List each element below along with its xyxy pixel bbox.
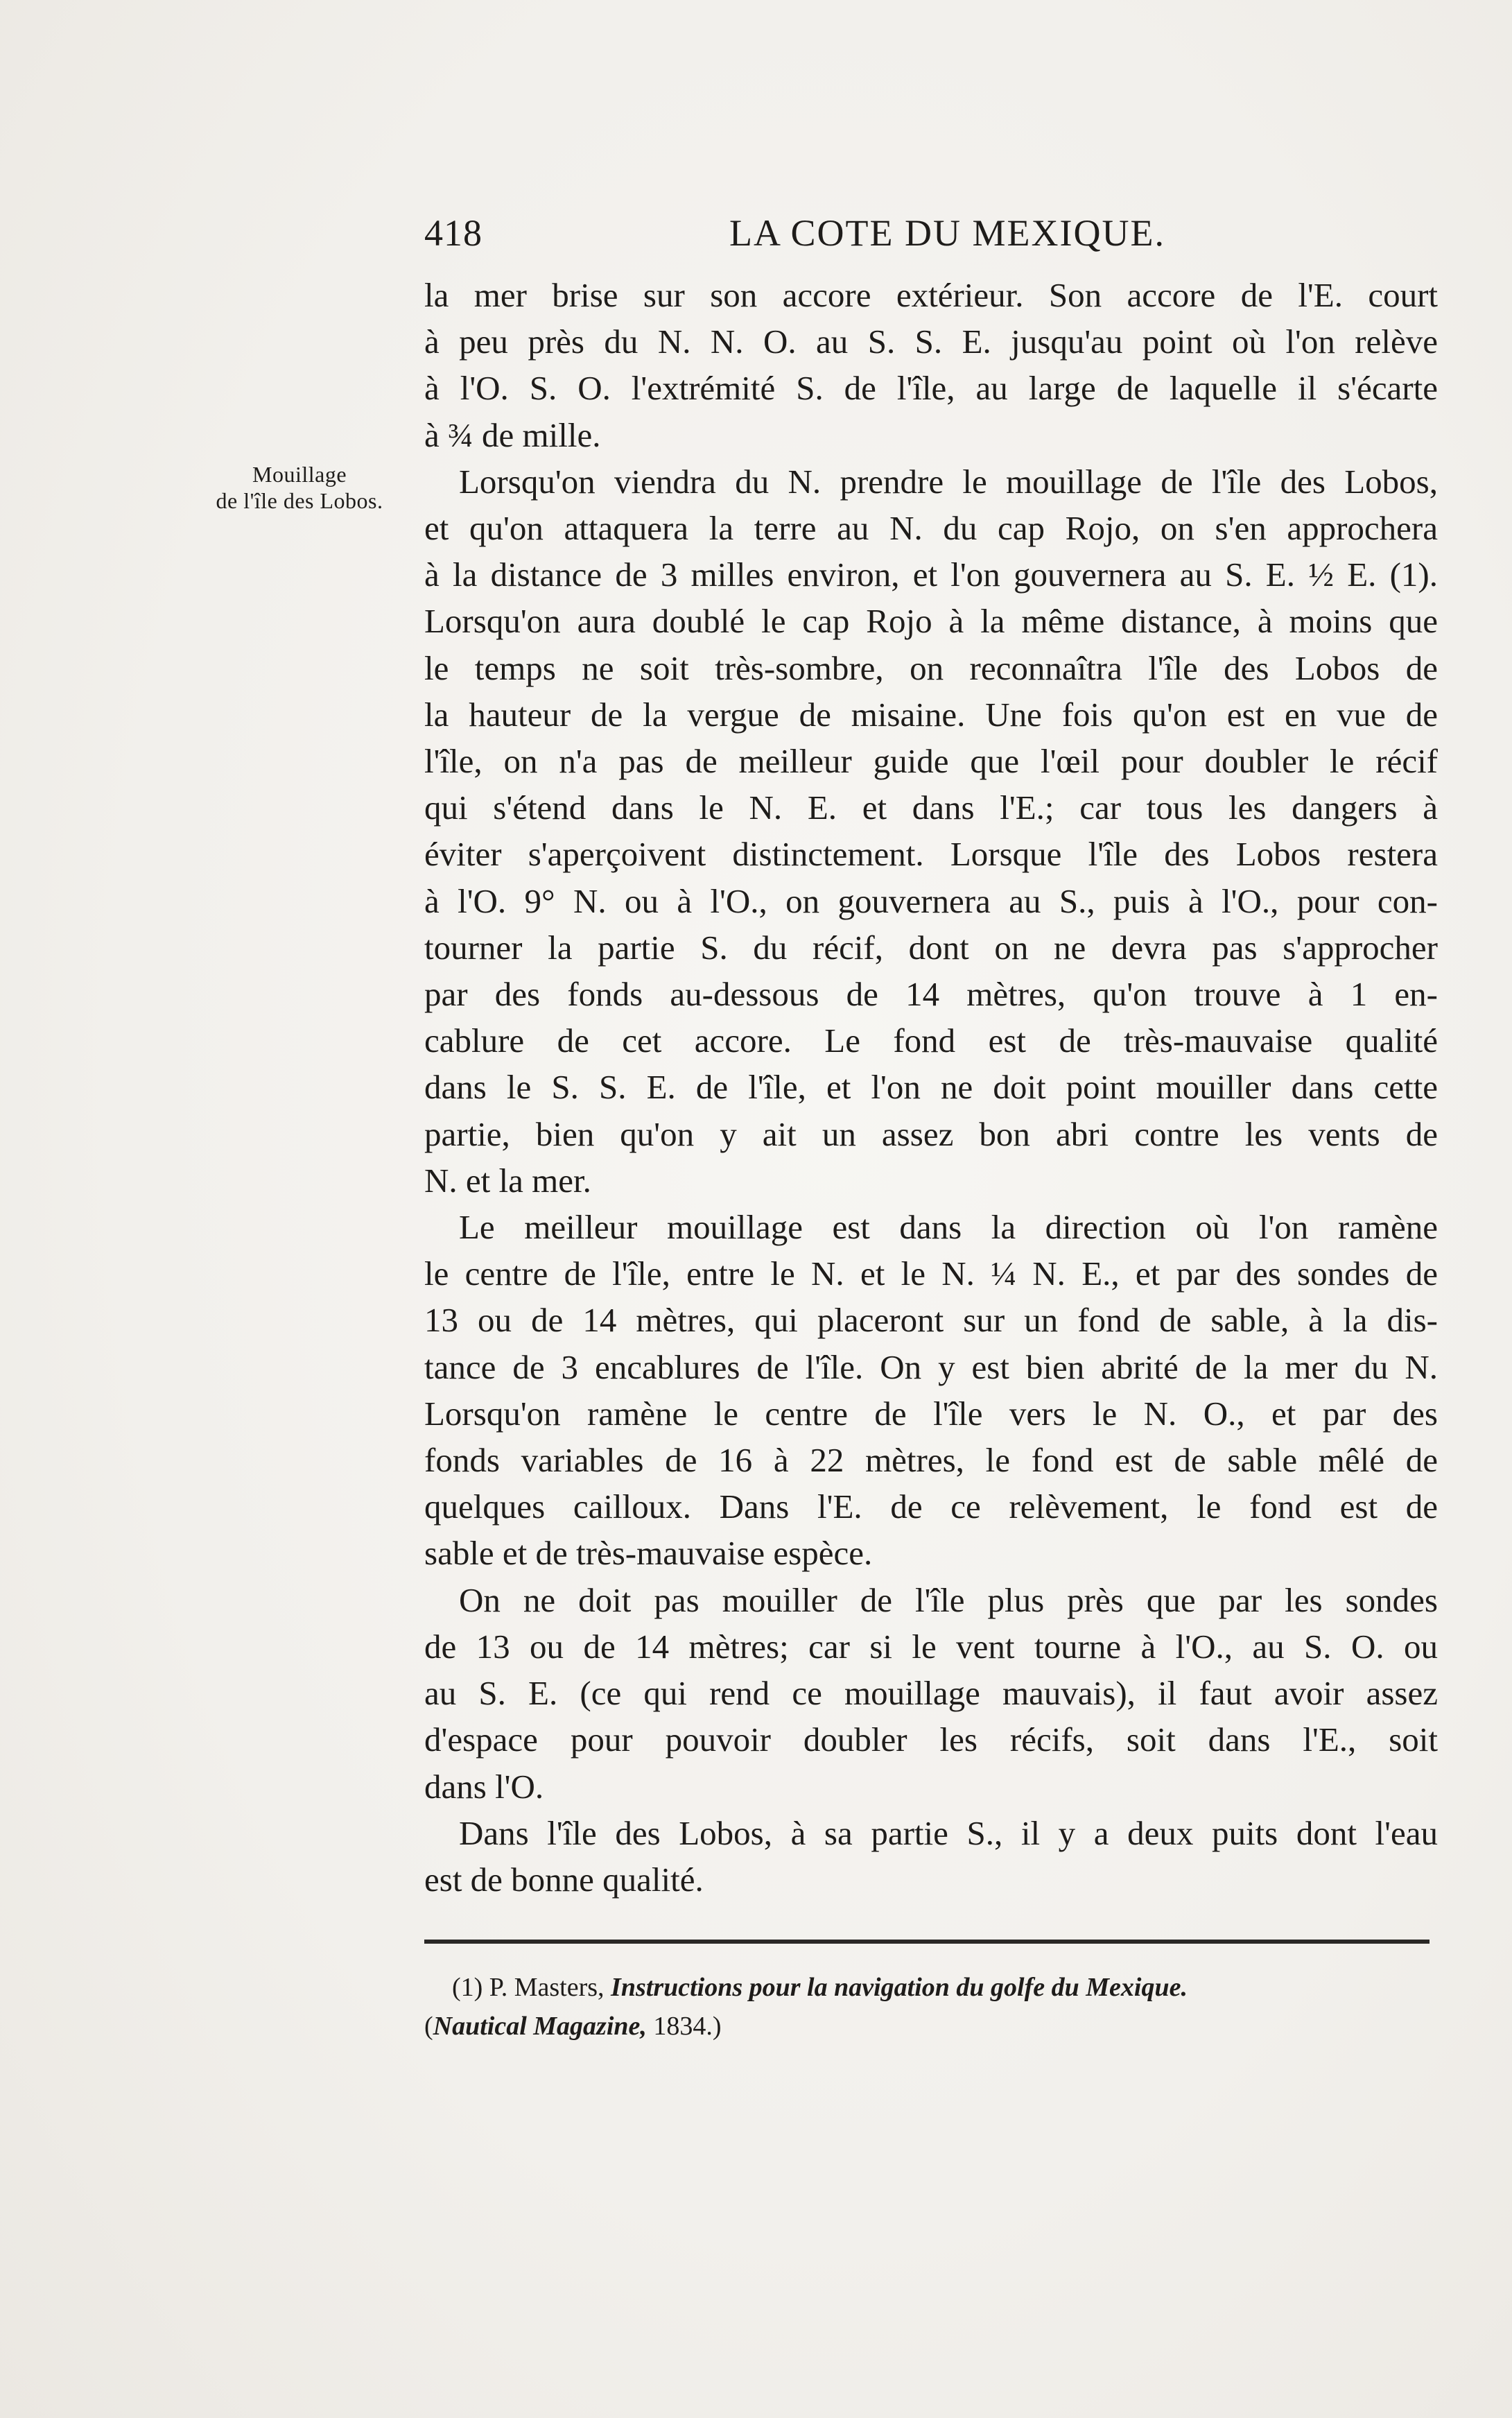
text-line: partie, bien qu'on y ait un assez bon abri contre les vents de <box>424 1114 1438 1153</box>
text-line: la mer brise sur son accore extérieur. Son accore de l'E. court <box>424 276 1438 314</box>
text-line: 13 ou de 14 mètres, qui placeront sur un fond de sable, à la dis- <box>424 1301 1438 1340</box>
text-line: le temps ne soit très-sombre, on reconnaîtra l'île des Lobos de <box>424 648 1438 687</box>
page-number: 418 <box>424 212 483 254</box>
footnote-rule <box>424 1940 1430 1944</box>
text-line: la hauteur de la vergue de misaine. Une fois qu'on est en vue de <box>424 695 1438 734</box>
text-line: Lorsqu'on ramène le centre de l'île vers le N. O., et par des <box>424 1394 1438 1433</box>
margin-note-line: de l'île des Lobos. <box>216 488 383 513</box>
text-line: à l'O. 9° N. ou à l'O., on gouvernera au S., puis à l'O., pour con- <box>424 881 1438 920</box>
text-line: éviter s'aperçoivent distinctement. Lorsque l'île des Lobos restera <box>424 835 1438 874</box>
text-line: tance de 3 encablures de l'île. On y est bien abrité de la mer du N. <box>424 1347 1438 1386</box>
text-line: par des fonds au-dessous de 14 mètres, qu'on trouve à 1 en- <box>424 975 1438 1014</box>
text-line: à l'O. S. O. l'extrémité S. de l'île, au large de laquelle il s'écarte <box>424 369 1438 408</box>
text-line: dans l'O. <box>424 1767 544 1806</box>
text-line: de 13 ou de 14 mètres; car si le vent tourne à l'O., au S. O. ou <box>424 1627 1438 1666</box>
text-line: On ne doit pas mouiller de l'île plus près que par les sondes <box>459 1580 1438 1619</box>
running-title: LA COTE DU MEXIQUE. <box>729 212 1165 254</box>
text-line: au S. E. (ce qui rend ce mouillage mauvais), il faut avoir assez <box>424 1674 1438 1713</box>
body-text <box>424 272 1438 1903</box>
text-line: fonds variables de 16 à 22 mètres, le fond est de sable mêlé de <box>424 1441 1438 1480</box>
text-line: Lorsqu'on aura doublé le cap Rojo à la même distance, à moins que <box>424 602 1438 641</box>
footnote-marker: (1) P. Masters, <box>452 1973 605 2002</box>
footnote <box>424 1968 1438 2046</box>
text-line: l'île, on n'a pas de meilleur guide que l'œil pour doubler le récif <box>424 742 1438 781</box>
text-line: est de bonne qualité. <box>424 1860 704 1899</box>
text-line: quelques cailloux. Dans l'E. de ce relèvement, le fond est de <box>424 1487 1438 1526</box>
text-line: tourner la partie S. du récif, dont on ne devra pas s'approcher <box>424 928 1438 967</box>
footnote-line <box>424 2007 1438 2046</box>
text-line: et qu'on attaquera la terre au N. du cap Rojo, on s'en approchera <box>424 509 1438 548</box>
text-line: d'espace pour pouvoir doubler les récifs, soit dans l'E., soit <box>424 1720 1438 1759</box>
footnote-year: 1834.) <box>653 2012 722 2041</box>
text-line: qui s'étend dans le N. E. et dans l'E.; car tous les dangers à <box>424 788 1438 827</box>
text-line: à peu près du N. N. O. au S. S. E. jusqu'au point où l'on relève <box>424 322 1438 361</box>
text-line: Le meilleur mouillage est dans la direction où l'on ramène <box>459 1208 1438 1247</box>
margin-note <box>182 461 417 514</box>
footnote-paren: ( <box>424 2012 433 2041</box>
footnote-journal: Nautical Magazine, <box>433 2012 647 2041</box>
text-line: Lorsqu'on viendra du N. prendre le mouillage de l'île des Lobos, <box>459 462 1438 501</box>
footnote-line <box>424 1968 1438 2007</box>
footnote-title: Instructions pour la navigation du golfe du Mexique. <box>611 1973 1188 2002</box>
text-line: à ¾ de mille. <box>424 415 601 454</box>
text-line: Dans l'île des Lobos, à sa partie S., il y a deux puits dont l'eau <box>459 1813 1438 1852</box>
text-line: sable et de très-mauvaise espèce. <box>424 1534 873 1573</box>
text-line: N. et la mer. <box>424 1161 591 1200</box>
text-line: à la distance de 3 milles environ, et l'on gouvernera au S. E. ½ E. (1). <box>424 555 1438 594</box>
text-line: cablure de cet accore. Le fond est de très-mauvaise qualité <box>424 1021 1438 1060</box>
page-header <box>424 205 1443 260</box>
text-line: dans le S. S. E. de l'île, et l'on ne doit point mouiller dans cette <box>424 1068 1438 1107</box>
text-line: le centre de l'île, entre le N. et le N. ¼ N. E., et par des sondes de <box>424 1254 1438 1293</box>
margin-note-line: Mouillage <box>252 462 347 487</box>
